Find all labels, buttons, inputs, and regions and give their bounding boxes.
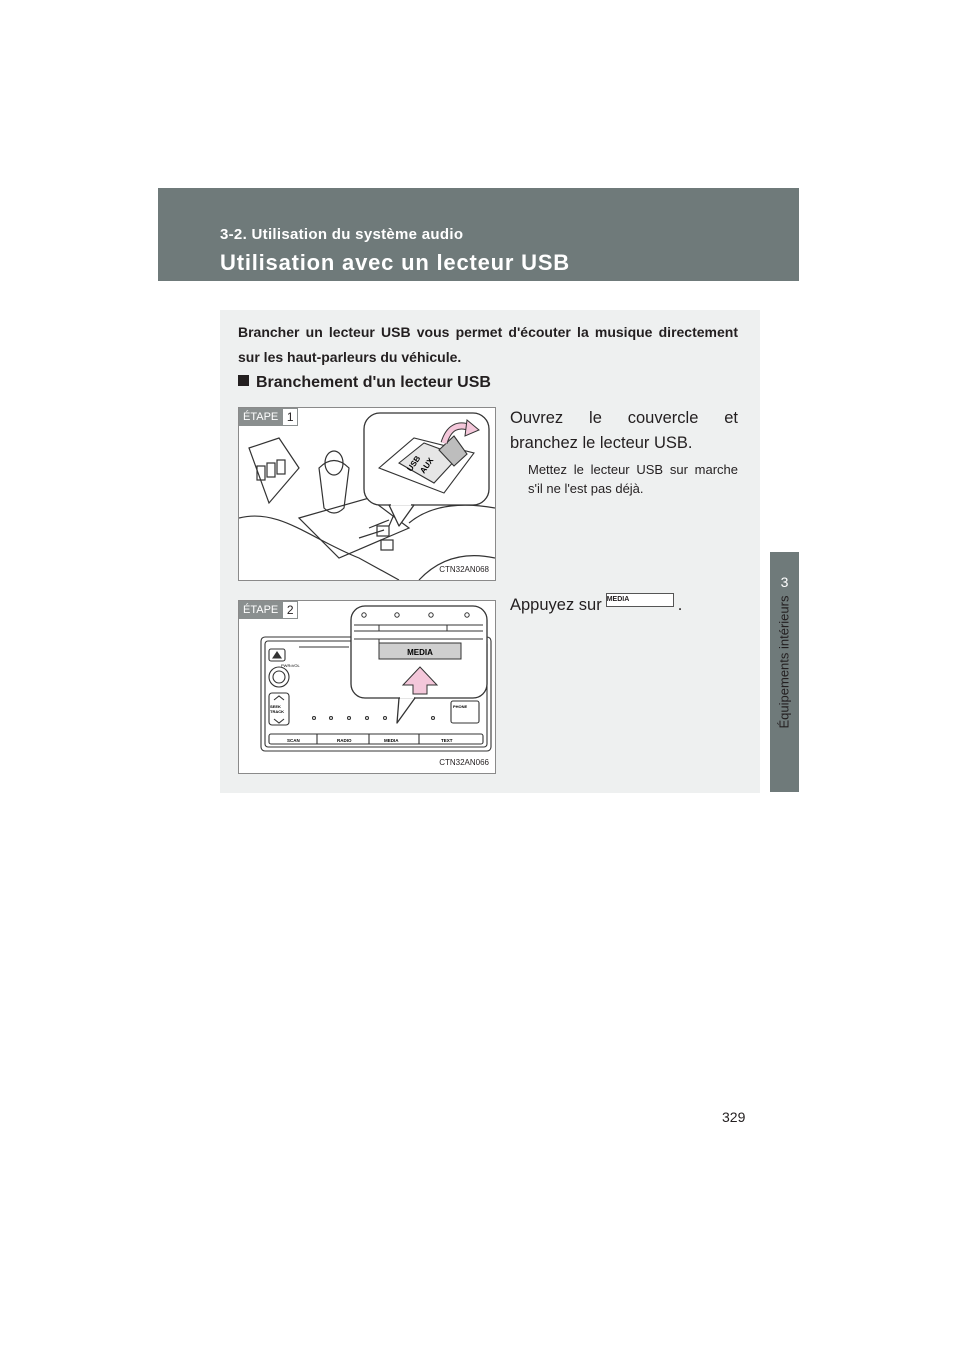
- media-button-icon: [606, 593, 674, 607]
- step1-illustration: [238, 407, 496, 581]
- media-bottom-label: MEDIA: [384, 738, 399, 743]
- page-number: 329: [722, 1109, 746, 1125]
- step1-note: Mettez le lecteur USB sur marche s'il ne l'est pas déjà.: [528, 462, 738, 496]
- step2-text-before: Appuyez sur: [510, 596, 602, 614]
- phone-label: PHONE: [453, 704, 468, 709]
- step1-badge: [239, 408, 298, 426]
- aux-label: AUX: [418, 456, 436, 476]
- step1-text: Ouvrez le couvercle et branchez le lecteur USB.: [510, 409, 738, 452]
- usb-port-drawing: [239, 408, 495, 580]
- inline-media-label: MEDIA: [606, 596, 630, 603]
- seek-label: SEEK: [270, 704, 281, 709]
- step-number: 2: [282, 601, 298, 619]
- pwr-vol-label: PWR•VOL: [281, 663, 300, 668]
- step2-badge: [239, 601, 298, 619]
- audio-unit-drawing: [239, 601, 495, 773]
- usb-label: USB: [405, 454, 423, 474]
- intro-paragraph: Brancher un lecteur USB vous permet d'écouter la musique directement sur les haut-parleurs du véhicule.: [238, 324, 738, 365]
- step2-text: [510, 593, 738, 618]
- page-title: Utilisation avec un lecteur USB: [220, 250, 570, 275]
- subheading-text: Branchement d'un lecteur USB: [256, 374, 491, 391]
- chapter-number: 3: [780, 574, 789, 590]
- content-panel: [220, 310, 760, 793]
- step-word: ÉTAPE: [239, 408, 282, 426]
- square-bullet-icon: [238, 375, 249, 386]
- radio-label: RADIO: [337, 738, 352, 743]
- chapter-tab-label: Équipements intérieurs: [776, 595, 792, 729]
- subheading: [238, 374, 491, 392]
- track-label: TRACK: [270, 709, 284, 714]
- media-button-label: MEDIA: [407, 648, 433, 657]
- step-number: 1: [282, 408, 298, 426]
- step2-text-after: .: [677, 596, 683, 614]
- illustration-code: CTN32AN068: [439, 565, 489, 574]
- chapter-header: [158, 188, 799, 281]
- step2-illustration: [238, 600, 496, 774]
- text-label: TEXT: [441, 738, 453, 743]
- scan-label: SCAN: [287, 738, 300, 743]
- step-word: ÉTAPE: [239, 601, 282, 619]
- illustration-code: CTN32AN066: [439, 758, 489, 767]
- section-label: 3-2. Utilisation du système audio: [220, 226, 464, 243]
